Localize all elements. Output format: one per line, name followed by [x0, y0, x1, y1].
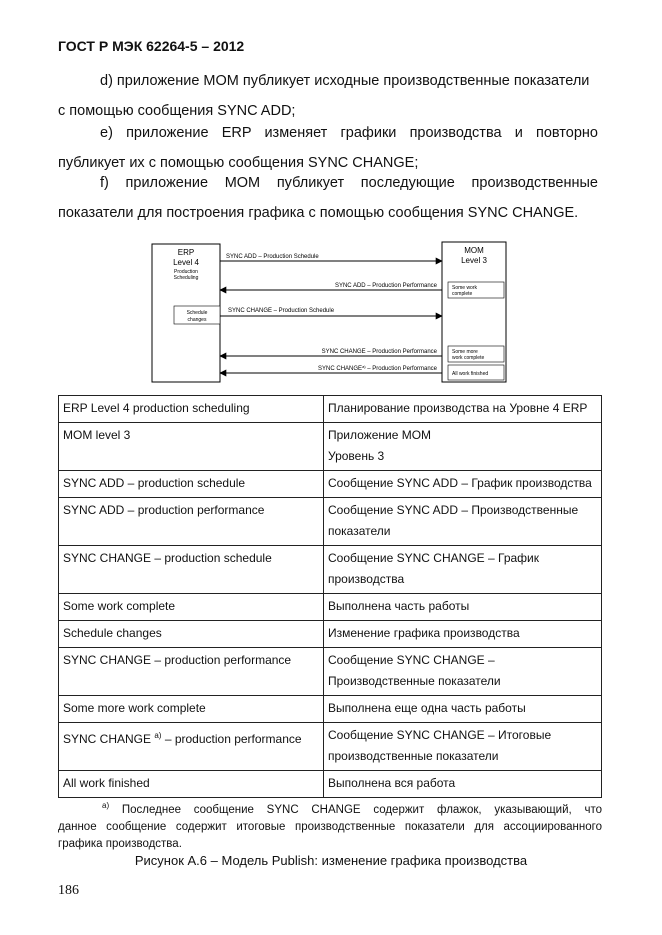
legend-en-cell: MOM level 3	[59, 423, 324, 471]
table-row	[59, 696, 602, 723]
document-header: ГОСТ Р МЭК 62264-5 – 2012	[58, 38, 245, 54]
footnote-line3: графика производства.	[58, 837, 182, 850]
all-work-finished-label: All work finished	[452, 371, 489, 377]
legend-ru-line2: Уровень 3	[328, 449, 385, 463]
footnote-line1	[58, 797, 602, 819]
msg5-label-sup: a)	[362, 364, 366, 369]
msg3-label: SYNC CHANGE – Production Schedule	[228, 308, 335, 314]
msg1-label: SYNC ADD – Production Schedule	[226, 254, 319, 260]
some-work-line2: complete	[452, 291, 473, 297]
legend-ru-cell	[324, 423, 602, 471]
legend-en-cell: ERP Level 4 production scheduling	[59, 396, 324, 423]
paragraph-d	[58, 66, 598, 126]
footnote-marker: a)	[102, 801, 110, 810]
legend-en-cell	[59, 723, 324, 771]
paragraph-f-line1: f) приложение MOM публикует последующие производственные	[100, 175, 598, 191]
legend-en-b: – production performance	[161, 732, 302, 746]
footnote	[58, 797, 602, 853]
legend-en-cell: Some more work complete	[59, 696, 324, 723]
table-row	[59, 723, 602, 771]
paragraph-e-line1: e) приложение ERP изменяет графики производства и повторно	[100, 125, 598, 141]
table-row	[59, 621, 602, 648]
page-number: 186	[58, 883, 79, 898]
sequence-diagram	[150, 238, 510, 388]
paragraph-f	[58, 168, 598, 228]
legend-ru-cell: Сообщение SYNC ADD – Производственные показатели	[324, 498, 602, 546]
msg2-label: SYNC ADD – Production Performance	[334, 283, 437, 289]
legend-ru-cell: Выполнена еще одна часть работы	[324, 696, 602, 723]
some-more-work-line2: work complete	[452, 355, 485, 361]
table-row	[59, 396, 602, 423]
paragraph-f-line2: показатели для построения графика с помощью сообщения SYNC CHANGE.	[58, 205, 579, 221]
paragraph-d-line2: с помощью сообщения SYNC ADD;	[58, 103, 296, 119]
table-row	[59, 771, 602, 798]
legend-ru-cell: Выполнена вся работа	[324, 771, 602, 798]
table-row	[59, 546, 602, 594]
legend-ru-cell: Изменение графика производства	[324, 621, 602, 648]
erp-level: Level 4	[173, 258, 199, 267]
msg5-label-a: SYNC CHANGE	[318, 366, 363, 372]
table-row	[59, 498, 602, 546]
legend-ru-cell: Выполнена часть работы	[324, 594, 602, 621]
table-row	[59, 423, 602, 471]
legend-ru-cell: Планирование производства на Уровне 4 ERP	[324, 396, 602, 423]
legend-en-cell: Some work complete	[59, 594, 324, 621]
erp-sub1: Production	[174, 269, 198, 275]
msg4-label: SYNC CHANGE – Production Performance	[321, 349, 437, 355]
table-row	[59, 594, 602, 621]
legend-en-cell: Schedule changes	[59, 621, 324, 648]
legend-en-a: SYNC CHANGE	[63, 732, 155, 746]
mom-title: MOM	[464, 246, 484, 255]
schedule-changes-line1: Schedule	[186, 310, 208, 316]
legend-ru-line1: Приложение MOM	[328, 428, 432, 442]
legend-ru-cell: Сообщение SYNC CHANGE – График производства	[324, 546, 602, 594]
erp-title: ERP	[177, 248, 195, 257]
legend-ru-cell: Сообщение SYNC CHANGE – Производственные показатели	[324, 648, 602, 696]
legend-en-cell: SYNC CHANGE – production schedule	[59, 546, 324, 594]
some-more-work-line1: Some more	[452, 349, 478, 355]
paragraph-e-line2: публикует их с помощью сообщения SYNC CHANGE;	[58, 155, 419, 171]
legend-en-cell: SYNC ADD – production performance	[59, 498, 324, 546]
legend-ru-cell: Сообщение SYNC CHANGE – Итоговые производственные показатели	[324, 723, 602, 771]
legend-en-sup: a)	[154, 731, 162, 740]
table-row	[59, 648, 602, 696]
figure-caption: Рисунок А.6 – Модель Publish: изменение графика производства	[134, 853, 528, 868]
legend-ru-cell: Сообщение SYNC ADD – График производства	[324, 471, 602, 498]
msg5-label	[318, 364, 438, 372]
legend-en-cell: SYNC CHANGE – production performance	[59, 648, 324, 696]
schedule-changes-line2: changes	[187, 317, 207, 323]
footnote-line2: данное сообщение содержит итоговые производственные показатели для ассоциированного	[58, 820, 602, 833]
mom-level: Level 3	[461, 256, 487, 265]
legend-en-cell: SYNC ADD – production schedule	[59, 471, 324, 498]
some-work-line1: Some work	[452, 285, 478, 291]
legend-en-cell: All work finished	[59, 771, 324, 798]
legend-table	[58, 395, 602, 798]
erp-sub2: Scheduling	[173, 275, 199, 281]
footnote-line1-text: Последнее сообщение SYNC CHANGE содержит флажок, указывающий, что	[121, 803, 602, 816]
paragraph-d-line1: d) приложение MOM публикует исходные производственные показатели	[100, 73, 590, 89]
msg5-label-b: – Production Performance	[365, 366, 437, 372]
table-row	[59, 471, 602, 498]
